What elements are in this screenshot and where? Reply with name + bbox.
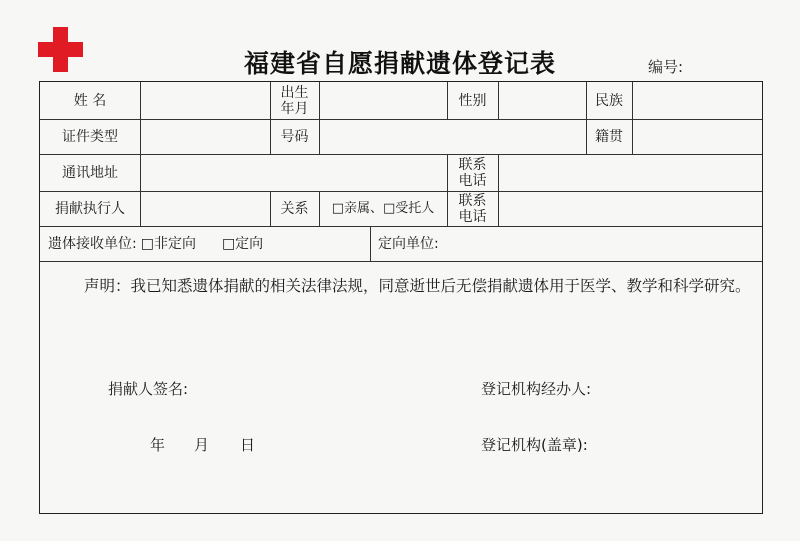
relation-trustee-checkbox[interactable]: □受托人	[383, 200, 435, 216]
ethnicity-label: 民族	[595, 92, 623, 109]
receiver-unit-label: 遗体接收单位:	[48, 235, 137, 252]
donor-signature-label: 捐献人签名:	[108, 380, 189, 398]
address-field[interactable]	[140, 154, 447, 191]
id-number-label: 号码	[280, 128, 309, 145]
gender-label: 性别	[458, 92, 487, 109]
date-month-label: 月	[194, 436, 210, 454]
receiver-unit-row	[40, 226, 370, 261]
gender-field[interactable]	[498, 82, 586, 119]
id-type-field[interactable]	[140, 119, 270, 154]
designated-checkbox[interactable]: □定向	[221, 235, 264, 252]
form-title: 福建省自愿捐献遗体登记表	[243, 49, 556, 78]
id-number-field[interactable]	[319, 119, 586, 154]
executor-phone-label-line2: 电话	[458, 208, 487, 225]
executor-phone-label	[447, 191, 498, 226]
birth-label-line1: 出生	[280, 84, 309, 101]
designated-unit-label: 定向单位:	[378, 235, 439, 252]
phone-label	[447, 154, 498, 191]
declaration-text: 声明：我已知悉遗体捐献的相关法律法规，同意逝世后无偿捐献遗体用于医学、教学和科学研究。	[84, 277, 751, 295]
red-cross-icon	[38, 27, 83, 72]
ethnicity-field[interactable]	[632, 82, 762, 119]
phone-label-line1: 联系	[458, 156, 487, 173]
native-place-field[interactable]	[632, 119, 762, 154]
serial-number-label: 编号:	[648, 58, 684, 76]
date-year-label: 年	[150, 436, 166, 454]
name-field[interactable]	[140, 82, 270, 119]
birth-date-label	[270, 82, 319, 119]
executor-label: 捐献执行人	[55, 200, 125, 217]
phone-label-line2: 电话	[458, 172, 487, 189]
designated-unit-cell[interactable]	[370, 226, 762, 261]
registry-seal-label: 登记机构(盖章):	[481, 436, 588, 454]
relation-relative-checkbox[interactable]: □亲属、	[331, 200, 383, 216]
native-place-label: 籍贯	[595, 128, 623, 145]
address-label: 通讯地址	[62, 164, 118, 181]
id-type-label: 证件类型	[62, 128, 118, 145]
date-day-label: 日	[240, 436, 256, 454]
executor-field[interactable]	[140, 191, 270, 226]
executor-phone-field[interactable]	[498, 191, 762, 226]
birth-label-line2: 年月	[280, 100, 309, 117]
non-designated-checkbox[interactable]: □非定向	[140, 235, 196, 252]
relation-options	[319, 191, 447, 226]
executor-phone-label-line1: 联系	[458, 192, 487, 209]
relation-label: 关系	[280, 200, 309, 217]
name-label: 姓 名	[73, 92, 107, 109]
registrar-label: 登记机构经办人:	[481, 380, 592, 398]
phone-field[interactable]	[498, 154, 762, 191]
form-table	[39, 81, 763, 514]
birth-date-field[interactable]	[319, 82, 447, 119]
